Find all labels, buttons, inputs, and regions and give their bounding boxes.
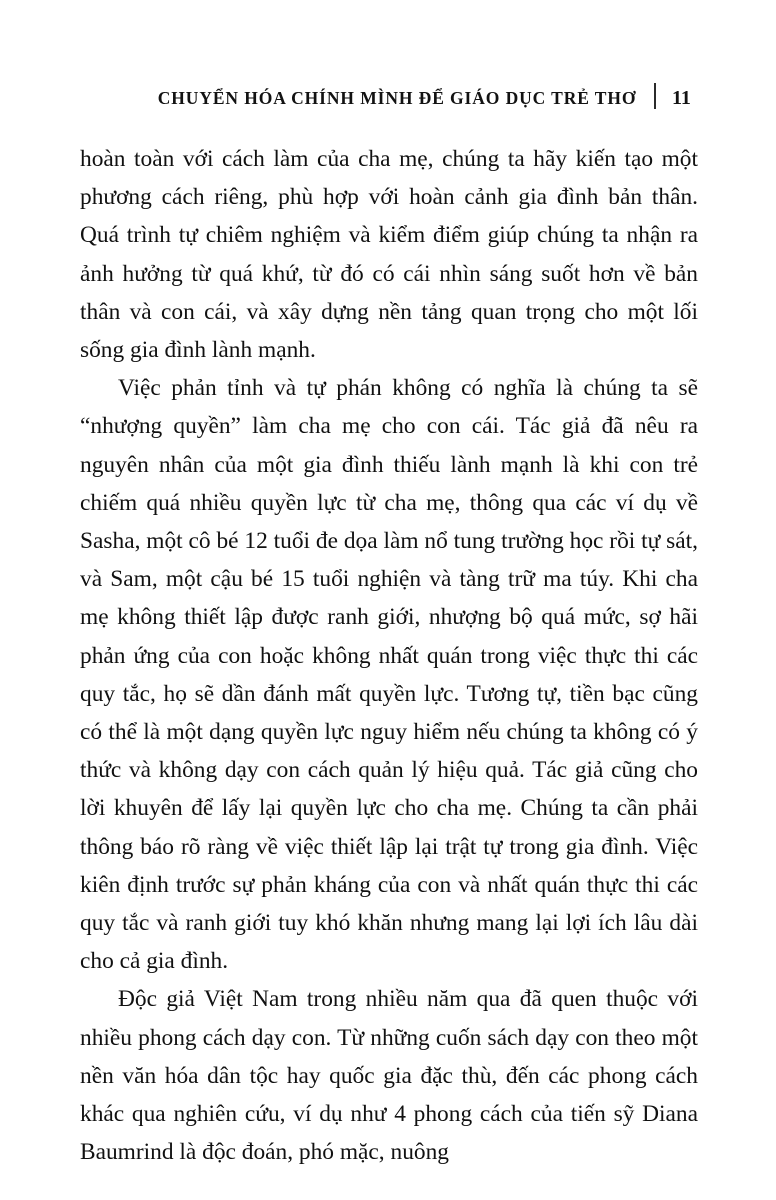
page-number: 11 xyxy=(672,87,691,109)
paragraph-two: Việc phản tỉnh và tự phán không có nghĩa là chúng ta sẽ “nhượng quyền” làm cha mẹ cho con cái. Tác giả đã nêu ra nguyên nhân của một gia đình thiếu lành mạnh là khi con trẻ chiếm quá nhiều quyền lực từ cha mẹ, thông qua các ví dụ về Sasha, một cô bé 12 tuổi đe dọa làm nổ tung trường học rồi tự sát, và Sam, một cậu bé 15 tuổi nghiện và tàng trữ ma túy. Khi cha mẹ không thiết lập được ranh giới, nhượng bộ quá mức, sợ hãi phản ứng của con hoặc không nhất quán trong việc thực thi các quy tắc, họ sẽ dần đánh mất quyền lực. Tương tự, tiền bạc cũng có thể là một dạng quyền lực nguy hiểm nếu chúng ta không có ý thức và không dạy con cách quản lý hiệu quả. Tác giả cũng cho lời khuyên để lấy lại quyền lực cho cha mẹ. Chúng ta cần phải thông báo rõ ràng về việc thiết lập lại trật tự trong gia đình. Việc kiên định trước sự phản kháng của con và nhất quán thực thi các quy tắc và ranh giới tuy khó khăn nhưng mang lại lợi ích lâu dài cho cả gia đình. xyxy=(80,375,698,975)
paragraph-continued: hoàn toàn với cách làm của cha mẹ, chúng ta hãy kiến tạo một phương cách riêng, phù hợp với hoàn cảnh gia đình bản thân. Quá trình tự chiêm nghiệm và kiểm điểm giúp chúng ta nhận ra ảnh hưởng từ quá khứ, từ đó có cái nhìn sáng suốt hơn về bản thân và con cái, và xây dựng nền tảng quan trọng cho một lối sống gia đình lành mạnh. xyxy=(80,146,698,364)
header-divider xyxy=(654,83,656,109)
paragraph-three: Độc giả Việt Nam trong nhiều năm qua đã quen thuộc với nhiều phong cách dạy con. Từ những cuốn sách dạy con theo một nền văn hóa dân tộc hay quốc gia đặc thù, đến các phong cách khác qua nghiên cứu, ví dụ như 4 phong cách của tiến sỹ Diana Baumrind là độc đoán, phó mặc, nuông xyxy=(80,986,698,1166)
page-header xyxy=(80,78,698,110)
running-title: CHUYỂN HÓA CHÍNH MÌNH ĐỂ GIÁO DỤC TRẺ THƠ xyxy=(157,88,637,108)
page-body xyxy=(80,140,698,1171)
